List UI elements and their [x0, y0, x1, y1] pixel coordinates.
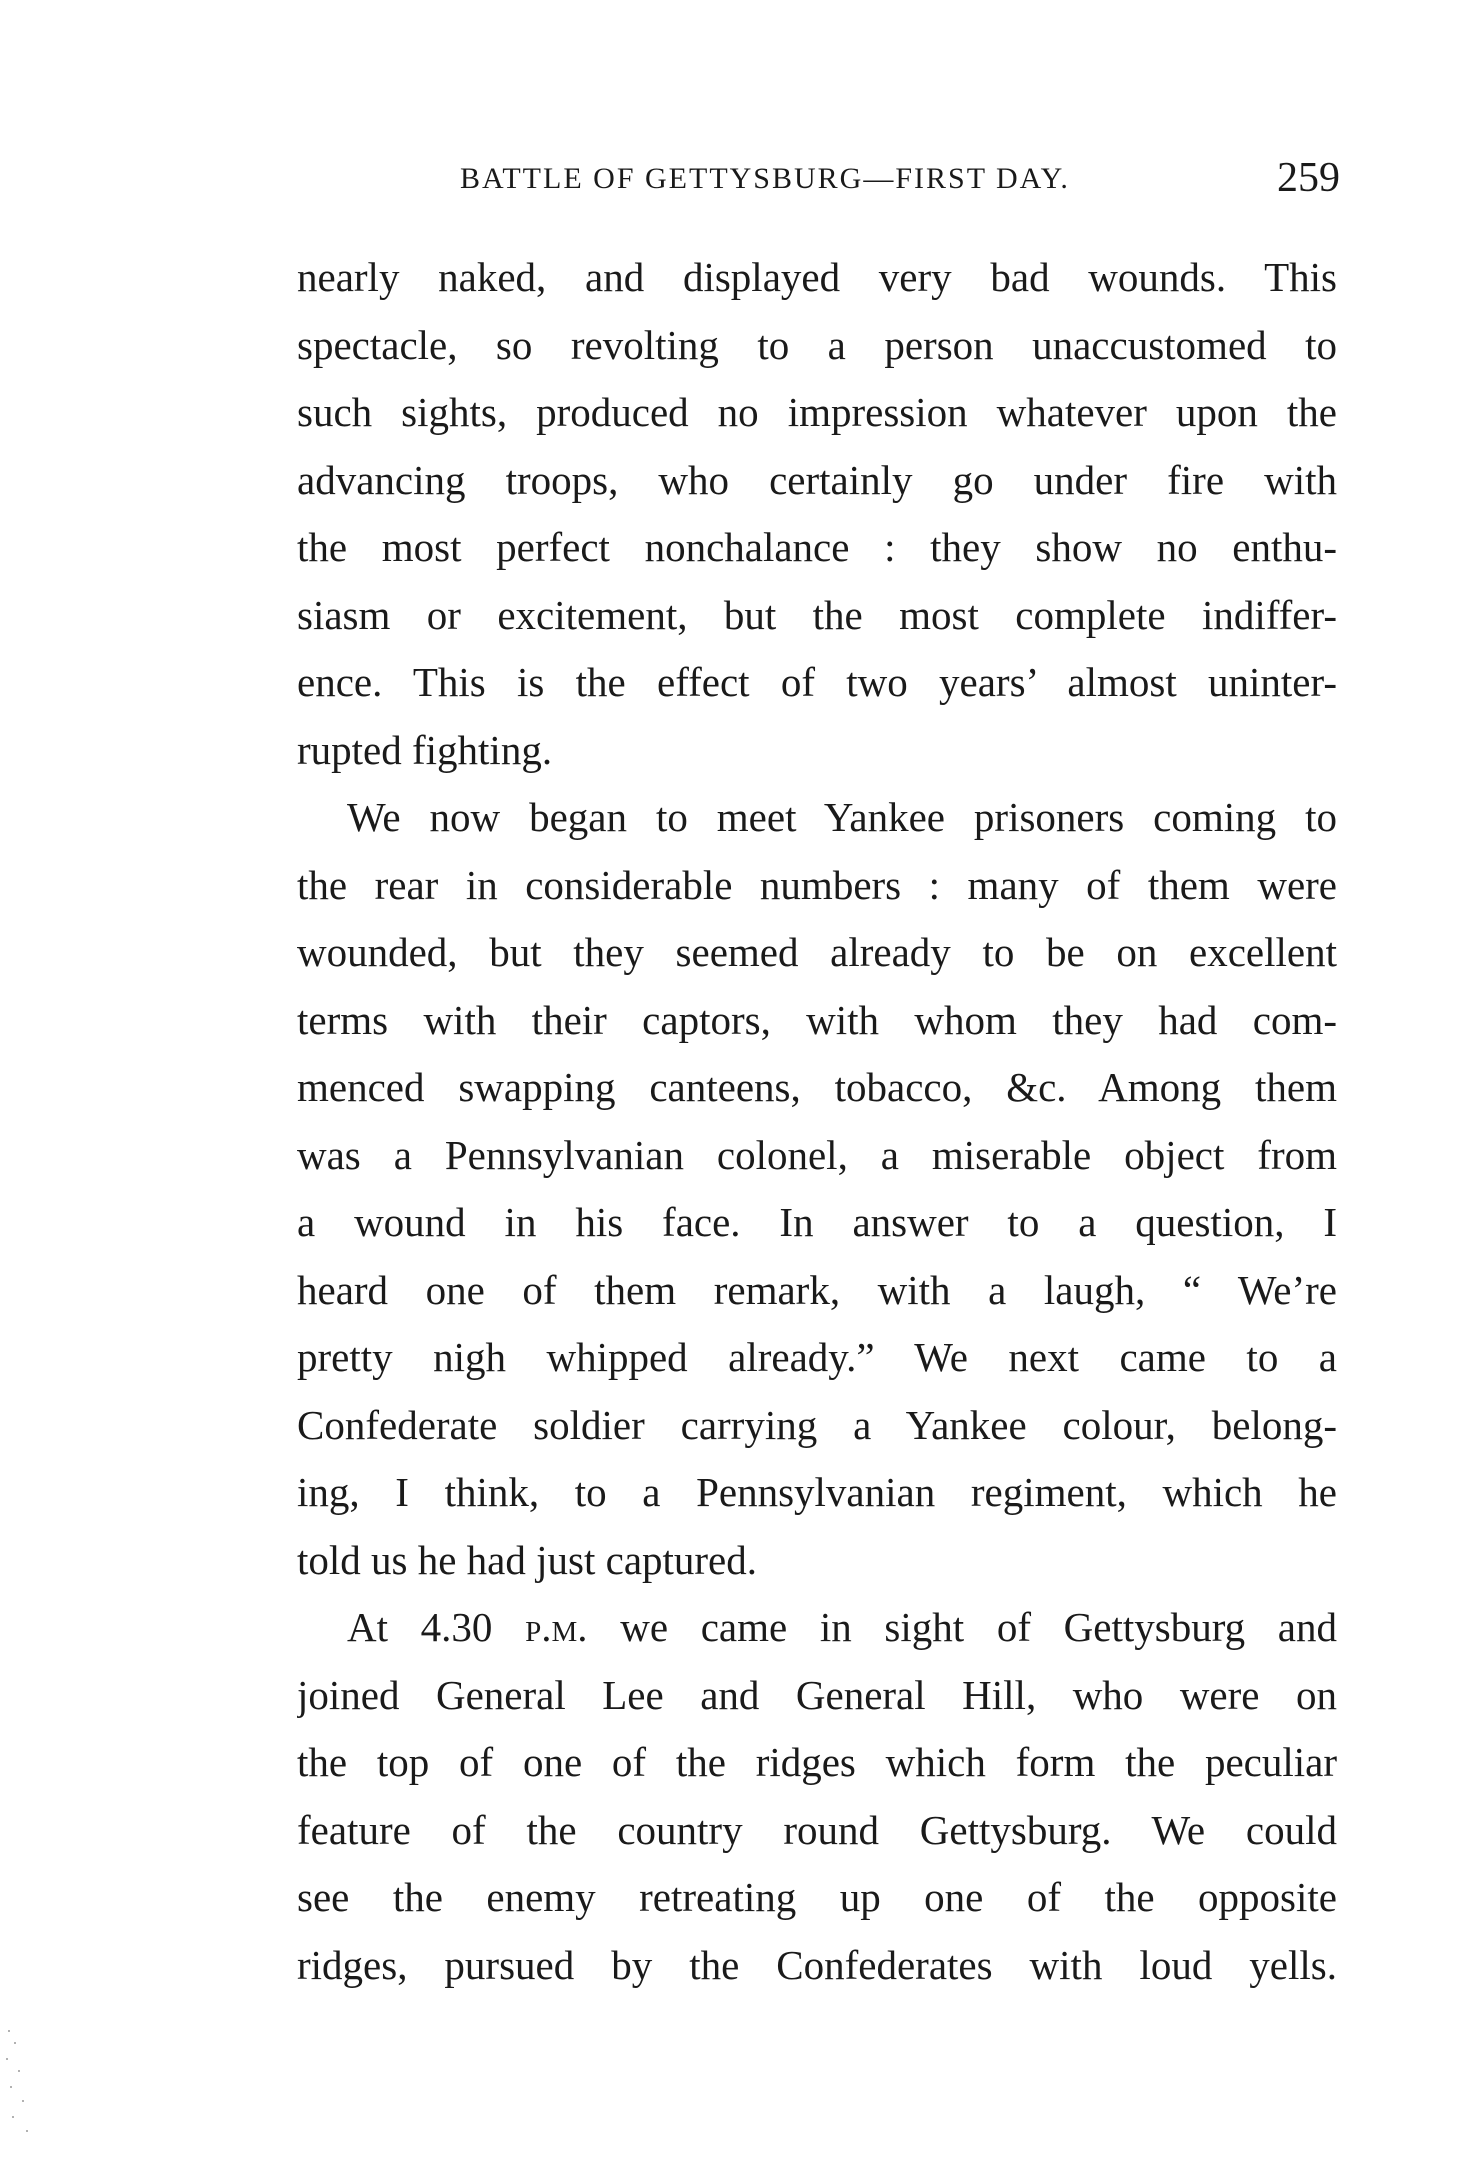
body-text	[297, 244, 1337, 1999]
text-line: the rear in considerable numbers : many of them were	[297, 861, 1337, 908]
text-line: joined General Lee and General Hill, who were on	[297, 1671, 1337, 1718]
running-title: BATTLE OF GETTYSBURG—FIRST DAY.	[460, 162, 1070, 195]
text-line: We now began to meet Yankee prisoners coming to	[347, 794, 1337, 840]
text-line: advancing troops, who certainly go under fire with	[297, 456, 1337, 503]
text-line: a wound in his face. In answer to a question, I	[297, 1199, 1337, 1245]
text-line: the most perfect nonchalance : they show no enthu-	[297, 524, 1337, 570]
text-line: ence. This is the effect of two years’ almost uninter-	[297, 659, 1337, 705]
text-line: ing, I think, to a Pennsylvanian regiment, which he	[297, 1469, 1337, 1515]
paragraph-3	[297, 1594, 1337, 1999]
text-line: feature of the country round Gettysburg. We could	[297, 1806, 1337, 1853]
text-line	[297, 1594, 1337, 1662]
text-line: rupted fighting.	[297, 726, 553, 773]
time-abbreviation: p.m.	[525, 1604, 588, 1650]
text-line: told us he had just captured.	[297, 1536, 758, 1583]
text-line: spectacle, so revolting to a person unaccustomed to	[297, 321, 1337, 368]
paragraph-2	[297, 784, 1337, 1594]
text-line: siasm or excitement, but the most complete indiffer-	[297, 591, 1337, 638]
text-line: heard one of them remark, with a laugh, “ We’re	[297, 1266, 1337, 1313]
text-line: nearly naked, and displayed very bad wounds. This	[297, 254, 1337, 300]
margin-specks	[0, 2020, 40, 2157]
text-line: such sights, produced no impression whatever upon the	[297, 389, 1337, 435]
paragraph-1	[297, 244, 1337, 784]
text-line: Confederate soldier carrying a Yankee colour, belong-	[297, 1401, 1337, 1448]
text-line: menced swapping canteens, tobacco, &c. Among them	[297, 1064, 1337, 1110]
text-line: pretty nigh whipped already.” We next came to a	[297, 1334, 1337, 1380]
text-run: At 4.30	[347, 1604, 526, 1650]
text-line: wounded, but they seemed already to be on excellent	[297, 929, 1337, 975]
text-line: ridges, pursued by the Confederates with loud yells.	[297, 1941, 1337, 1988]
page-number: 259	[1277, 155, 1340, 201]
text-line: the top of one of the ridges which form the peculiar	[297, 1739, 1337, 1785]
text-run: we came in sight of Gettysburg and	[587, 1604, 1337, 1650]
running-head	[300, 150, 1340, 210]
text-line: terms with their captors, with whom they had com-	[297, 996, 1337, 1043]
text-line: see the enemy retreating up one of the opposite	[297, 1874, 1337, 1920]
text-line: was a Pennsylvanian colonel, a miserable object from	[297, 1131, 1337, 1178]
